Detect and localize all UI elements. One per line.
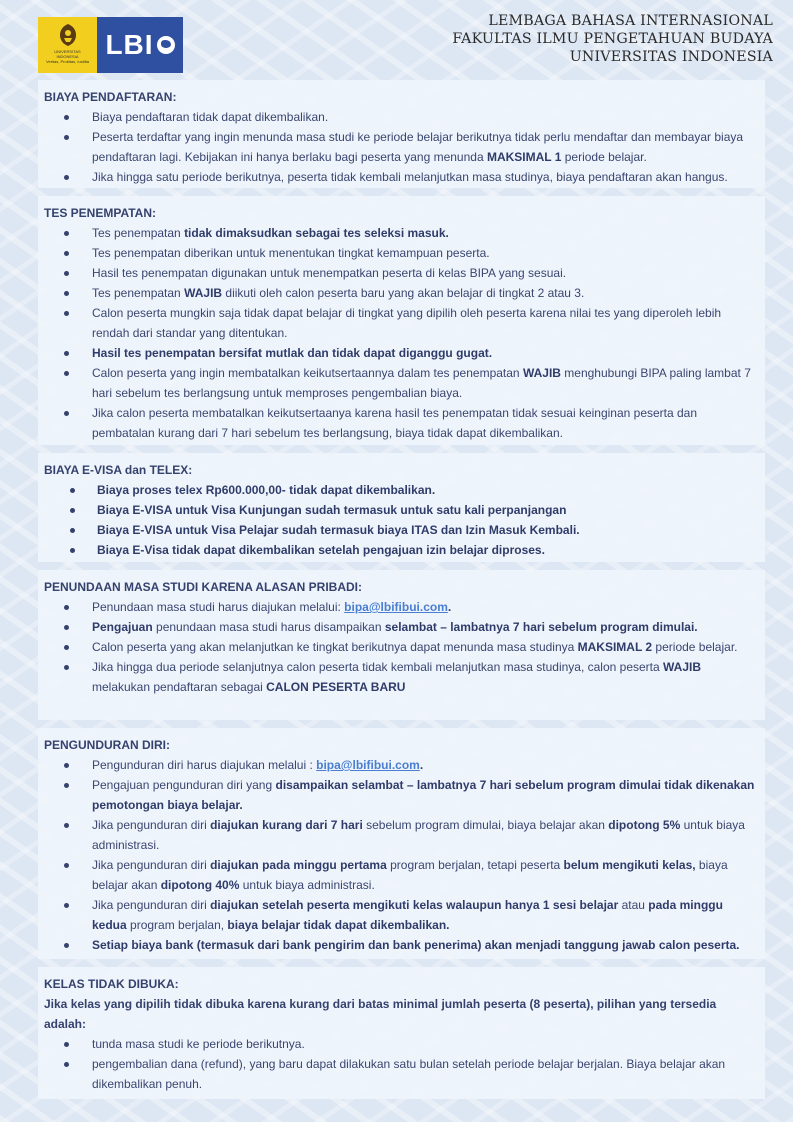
list-item: Hasil tes penempatan bersifat mutlak dan tidak dapat diganggu gugat. <box>44 343 759 363</box>
list-item: Hasil tes penempatan digunakan untuk menempatkan peserta di kelas BIPA yang sesuai. <box>44 263 759 283</box>
section-kelas-tidak-dibuka <box>38 967 765 1099</box>
list-item: pengembalian dana (refund), yang baru dapat dilakukan satu bulan setelah periode belajar berjalan. Biaya belajar akan dikembalikan penuh. <box>44 1054 759 1094</box>
list-item: Jika hingga satu periode berikutnya, peserta tidak kembali melanjutkan masa studinya, biaya pendaftaran akan hangus. <box>44 167 759 187</box>
ui-logo <box>38 17 97 73</box>
list-item: Biaya E-Visa tidak dapat dikembalikan setelah pengajuan izin belajar diproses. <box>44 540 759 560</box>
section-intro: Jika kelas yang dipilih tidak dibuka karena kurang dari batas minimal jumlah peserta (8 peserta), pilihan yang tersedia adalah: <box>44 997 717 1031</box>
section-biaya-pendaftaran <box>38 80 765 188</box>
institution-line-1: LEMBAGA BAHASA INTERNASIONAL <box>488 13 773 29</box>
list-item: Biaya E-VISA untuk Visa Pelajar sudah termasuk biaya ITAS dan Izin Masuk Kembali. <box>44 520 759 540</box>
section-pengunduran-diri <box>38 728 765 959</box>
section-title: TES PENEMPATAN: <box>44 206 157 220</box>
section-title: PENUNDAAN MASA STUDI KARENA ALASAN PRIBADI: <box>44 580 362 594</box>
section-title: BIAYA E-VISA dan TELEX: <box>44 463 193 477</box>
list-item: Biaya E-VISA untuk Visa Kunjungan sudah termasuk untuk satu kali perpanjangan <box>44 500 759 520</box>
list-item: Biaya proses telex Rp600.000,00- tidak dapat dikembalikan. <box>44 480 759 500</box>
list-item: Peserta terdaftar yang ingin menunda masa studi ke periode belajar berikutnya tidak perlu mendaftar dan membayar biaya pendaftaran lagi. Kebijakan ini hanya berlaku bagi peserta yang menunda MAKSIMAL 1 periode belajar. <box>44 127 759 167</box>
list-item: Tes penempatan diberikan untuk menentukan tingkat kemampuan peserta. <box>44 243 759 263</box>
list-item: tunda masa studi ke periode berikutnya. <box>44 1034 759 1054</box>
globe-icon <box>157 36 175 54</box>
list-item: Calon peserta yang ingin membatalkan keikutsertaannya dalam tes penempatan WAJIB menghubungi BIPA paling lambat 7 hari sebelum tes berlangsung untuk memproses pengembalian biaya. <box>44 363 759 403</box>
section-title: PENGUNDURAN DIRI: <box>44 738 170 752</box>
list-item: Tes penempatan WAJIB diikuti oleh calon peserta baru yang akan belajar di tingkat 2 atau 3. <box>44 283 759 303</box>
section-tes-penempatan <box>38 196 765 445</box>
list-item: Pengajuan penundaan masa studi harus disampaikan selambat – lambatnya 7 hari sebelum program dimulai. <box>44 617 759 637</box>
institution-line-3: UNIVERSITAS INDONESIA <box>569 49 773 65</box>
section-penundaan <box>38 570 765 720</box>
list-item: Jika pengunduran diri diajukan setelah peserta mengikuti kelas walaupun hanya 1 sesi belajar atau pada minggu kedua program berjalan, biaya belajar tidak dapat dikembalikan. <box>44 895 759 935</box>
list-item: Penundaan masa studi harus diajukan melalui: bipa@lbifibui.com. <box>44 597 759 617</box>
page-header <box>0 0 793 80</box>
list-item: Tes penempatan tidak dimaksudkan sebagai tes seleksi masuk. <box>44 223 759 243</box>
list-item: Calon peserta mungkin saja tidak dapat belajar di tingkat yang dipilih oleh peserta karena nilai tes yang diperoleh lebih rendah dari standar yang ditentukan. <box>44 303 759 343</box>
list-item: Calon peserta yang akan melanjutkan ke tingkat berikutnya dapat menunda masa studinya MAKSIMAL 2 periode belajar. <box>44 637 759 657</box>
section-biaya-evisa <box>38 453 765 562</box>
lbi-logo: LBI <box>97 17 183 73</box>
institution-name <box>452 12 773 66</box>
list-item: Pengunduran diri harus diajukan melalui : bipa@lbifibui.com. <box>44 755 759 775</box>
section-title: KELAS TIDAK DIBUKA: <box>44 977 179 991</box>
list-item: Setiap biaya bank (termasuk dari bank pengirim dan bank penerima) akan menjadi tanggung jawab calon peserta. <box>44 935 759 955</box>
institution-line-2: FAKULTAS ILMU PENGETAHUAN BUDAYA <box>452 31 773 47</box>
makara-emblem-icon <box>57 23 79 47</box>
list-item: Jika pengunduran diri diajukan pada minggu pertama program berjalan, tetapi peserta belum mengikuti kelas, biaya belajar akan dipotong 40% untuk biaya administrasi. <box>44 855 759 895</box>
email-link[interactable]: bipa@lbifibui.com <box>316 758 420 772</box>
ui-logo-caption: UNIVERSITAS INDONESIA Veritas, Probitas, Iustitia <box>46 49 89 64</box>
list-item: Biaya pendaftaran tidak dapat dikembalikan. <box>44 107 759 127</box>
list-item: Jika pengunduran diri diajukan kurang dari 7 hari sebelum program dimulai, biaya belajar akan dipotong 5% untuk biaya administrasi. <box>44 815 759 855</box>
list-item: Pengajuan pengunduran diri yang disampaikan selambat – lambatnya 7 hari sebelum program dimulai tidak dikenakan pemotongan biaya belajar. <box>44 775 759 815</box>
list-item: Jika calon peserta membatalkan keikutsertaanya karena hasil tes penempatan tidak sesuai keinginan peserta dan pembatalan kurang dari 7 hari sebelum tes berlangsung, biaya tidak dapat dikembalikan. <box>44 403 759 443</box>
list-item: Jika hingga dua periode selanjutnya calon peserta tidak kembali melanjutkan masa studinya, calon peserta WAJIB melakukan pendaftaran sebagai CALON PESERTA BARU <box>44 657 759 697</box>
section-title: BIAYA PENDAFTARAN: <box>44 90 177 104</box>
email-link[interactable]: bipa@lbifibui.com <box>344 600 448 614</box>
